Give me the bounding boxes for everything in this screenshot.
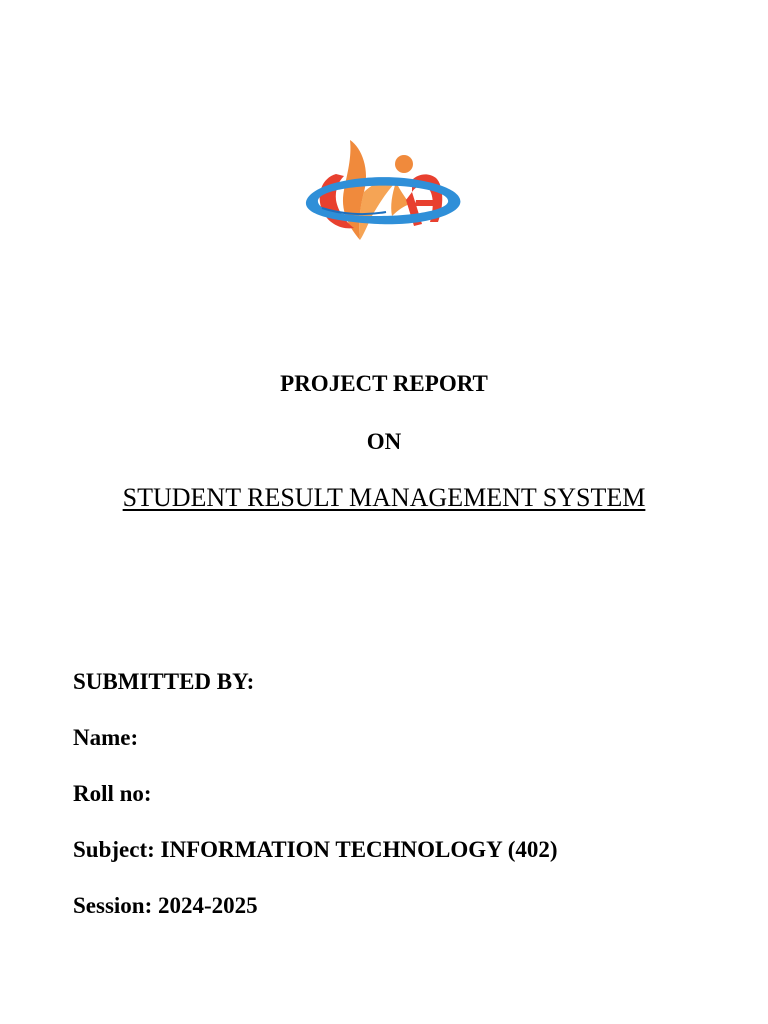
session-value: 2024-2025 xyxy=(158,893,258,918)
project-title xyxy=(0,483,768,513)
subject-row xyxy=(73,836,693,863)
project-title-text: STUDENT RESULT MANAGEMENT SYSTEM xyxy=(122,483,646,512)
subject-value: INFORMATION TECHNOLOGY (402) xyxy=(160,837,558,862)
institution-logo-icon xyxy=(300,130,466,252)
session-row xyxy=(73,892,693,919)
submitted-by-heading xyxy=(73,668,693,695)
session-label: Session: xyxy=(73,893,153,918)
roll-label: Roll no: xyxy=(73,781,152,806)
submission-details xyxy=(73,668,693,948)
connector-label: ON xyxy=(366,429,402,454)
subject-label: Subject: xyxy=(73,837,155,862)
submitted-by-label: SUBMITTED BY: xyxy=(73,669,255,694)
report-label: PROJECT REPORT xyxy=(280,371,488,396)
name-row xyxy=(73,724,693,751)
name-label: Name: xyxy=(73,725,139,750)
roll-row xyxy=(73,780,693,807)
